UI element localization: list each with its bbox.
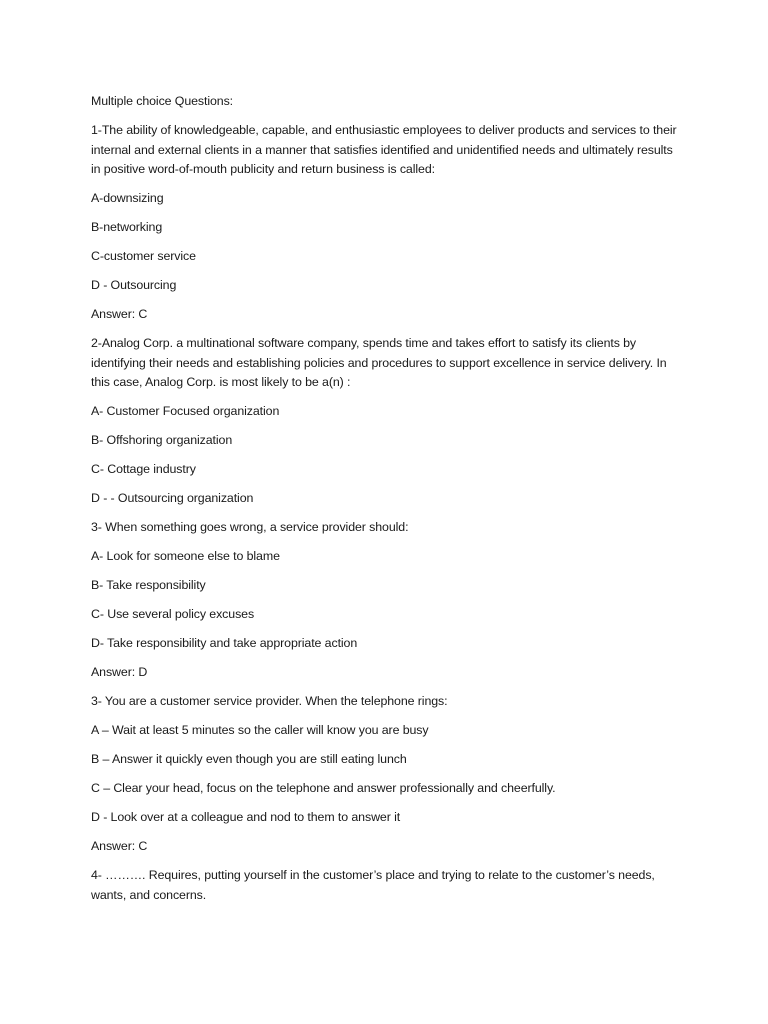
question-3b-option-a: A – Wait at least 5 minutes so the caller will know you are busy (91, 723, 429, 737)
question-1-option-b: B-networking (91, 220, 163, 234)
question-1-answer: Answer: C (91, 307, 148, 321)
question-3b-answer: Answer: C (91, 839, 148, 853)
document-content (91, 92, 681, 915)
question-2-option-a: A- Customer Focused organization (91, 404, 280, 418)
question-1-option-a: A-downsizing (91, 191, 164, 205)
question-3b-option-d: D - Look over at a colleague and nod to them to answer it (91, 810, 401, 824)
question-3b-option-b: B – Answer it quickly even though you are still eating lunch (91, 752, 407, 766)
question-4-text: 4- ………. Requires, putting yourself in the customer’s place and trying to relate to the customer’s needs, wants, and concerns. (91, 868, 655, 902)
question-1-option-d: D - Outsourcing (91, 278, 177, 292)
question-3-option-c: C- Use several policy excuses (91, 607, 255, 621)
question-2-text: 2-Analog Corp. a multinational software company, spends time and takes effort to satisfy its clients by identifying their needs and establishing policies and procedures to support excellence in service delivery. In this case, Analog Corp. is most likely to be a(n) : (91, 336, 667, 389)
question-3-text: 3- When something goes wrong, a service provider should: (91, 520, 409, 534)
question-1-text: 1-The ability of knowledgeable, capable, and enthusiastic employees to deliver products and services to their internal and external clients in a manner that satisfies identified and unidentified needs and ultimately results in positive word-of-mouth publicity and return business is called: (91, 123, 677, 176)
question-3b-text: 3- You are a customer service provider. When the telephone rings: (91, 694, 448, 708)
question-3b-option-c: C – Clear your head, focus on the telephone and answer professionally and cheerfully. (91, 781, 556, 795)
question-2-option-c: C- Cottage industry (91, 462, 196, 476)
document-heading: Multiple choice Questions: (91, 94, 234, 108)
question-3-option-a: A- Look for someone else to blame (91, 549, 280, 563)
question-3-answer: Answer: D (91, 665, 148, 679)
question-2-option-b: B- Offshoring organization (91, 433, 233, 447)
question-3-option-d: D- Take responsibility and take appropriate action (91, 636, 358, 650)
question-2-option-d: D - - Outsourcing organization (91, 491, 254, 505)
question-1-option-c: C-customer service (91, 249, 196, 263)
question-3-option-b: B- Take responsibility (91, 578, 206, 592)
